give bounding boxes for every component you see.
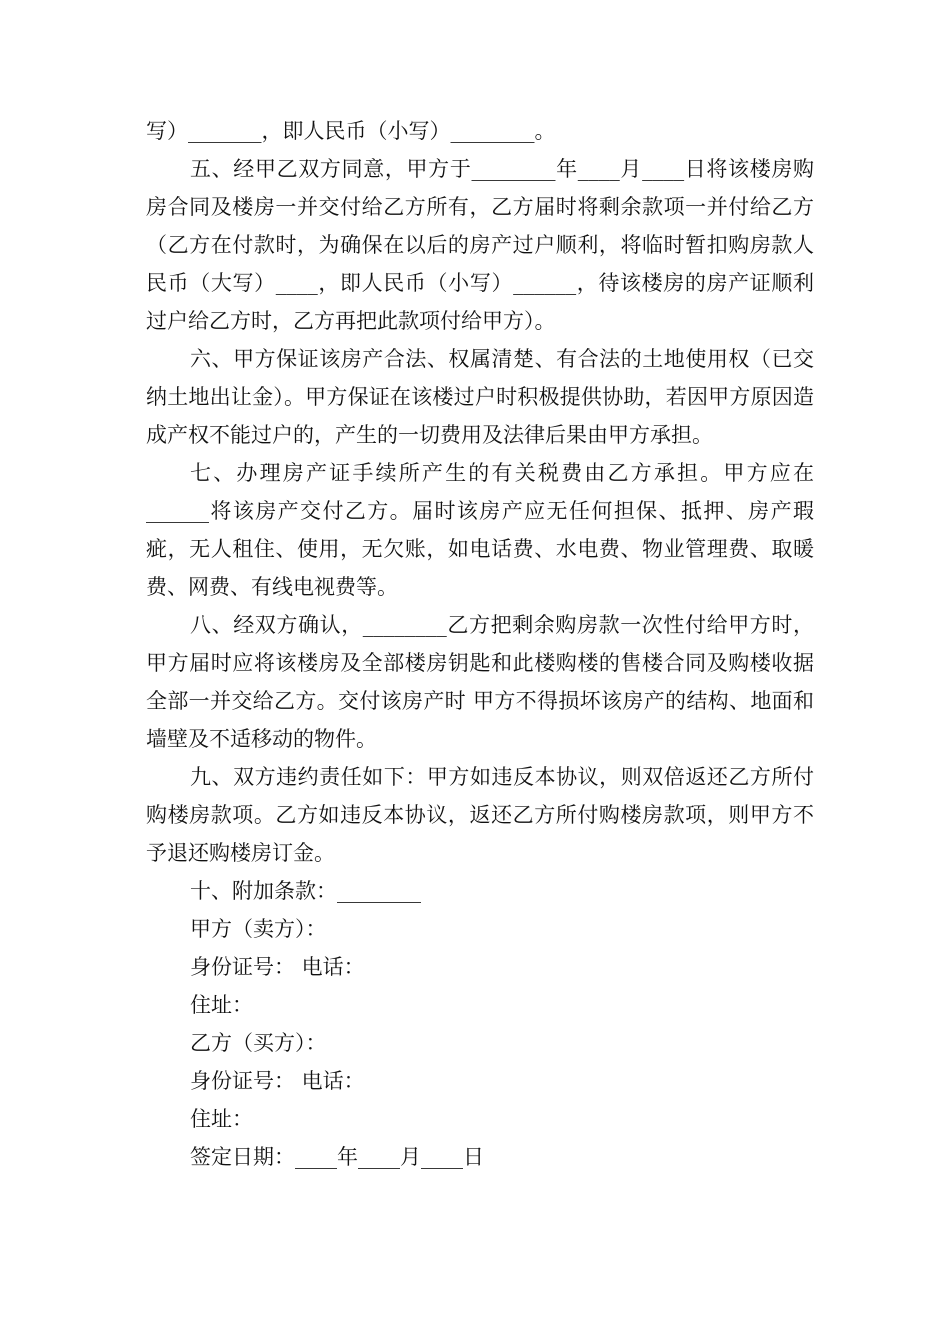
party-b-address: 住址： [190,1107,253,1131]
contract-page [146,112,814,1176]
clause-8-final-payment: 八、经双方确认，________乙方把剩余购房款一次性付给甲方时，甲方届时应将该楼房及全部楼房钥匙和此楼购楼的售楼合同及购楼收据全部一并交给乙方。交付该房产时 甲方不得损坏该房产的结构、地面和墙壁及不适移动的物件。 [146,613,814,751]
party-b-buyer-label: 乙方（买方）： [190,1031,327,1055]
clause-5-payment: 五、经甲乙双方同意，甲方于________年____月____日将该楼房购房合同及楼房一并交付给乙方所有，乙方届时将剩余款项一并付给乙方（乙方在付款时，为确保在以后的房产过户顺利，将临时暂扣购房款人民币（大写）____，即人民币（小写）______，待该楼房的房产证顺利过户给乙方时，乙方再把此款项付给甲方）。 [146,157,814,333]
party-a-seller-label: 甲方（卖方）： [190,917,327,941]
clause-9-breach-liability: 九、双方违约责任如下：甲方如违反本协议，则双倍返还乙方所付购楼房款项。乙方如违反本协议，返还乙方所付购楼房款项，则甲方不予退还购楼房订金。 [146,765,814,865]
clause-7-taxes-delivery: 七、办理房产证手续所产生的有关税费由乙方承担。甲方应在______将该房产交付乙方。届时该房产应无任何担保、抵押、房产瑕疵，无人租住、使用，无欠账，如电话费、水电费、物业管理费、取暖费、网费、有线电视费等。 [146,461,814,599]
party-b-id-phone: 身份证号： 电话： [190,1069,365,1093]
clause-10-additional-terms: 十、附加条款：________ [190,879,421,903]
clause-6-ownership-guarantee: 六、甲方保证该房产合法、权属清楚、有合法的土地使用权（已交纳土地出让金）。甲方保证在该楼过户时积极提供协助，若因甲方原因造成产权不能过户的，产生的一切费用及法律后果由甲方承担。 [146,347,814,447]
continued-amount-line: 写）_______，即人民币（小写）________。 [146,119,556,143]
party-a-id-phone: 身份证号： 电话： [190,955,365,979]
signing-date: 签定日期：____年____月____日 [190,1145,484,1169]
party-a-address: 住址： [190,993,253,1017]
